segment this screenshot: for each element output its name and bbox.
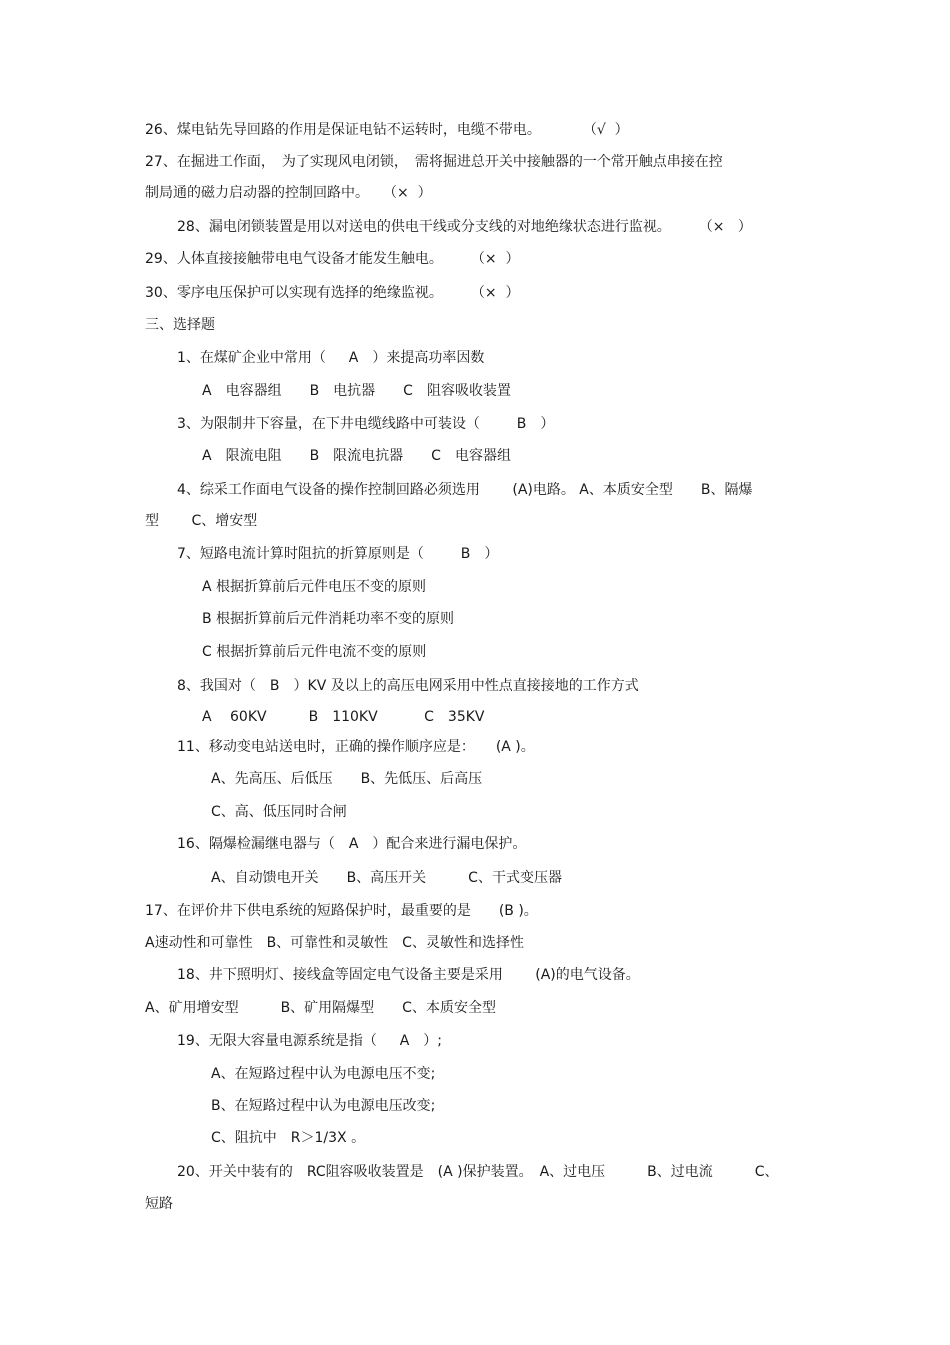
choice-20: 20、开关中装有的 RC阻容吸收装置是 (A )保护装置。 A、过电压 B、过电流 C、 — [177, 1164, 779, 1180]
choice-16: 16、隔爆检漏继电器与（ A ）配合来进行漏电保护。 — [177, 836, 527, 852]
choice-17: 17、在评价井下供电系统的短路保护时，最重要的是 (B )。 — [145, 903, 538, 919]
choice-18: 18、井下照明灯、接线盒等固定电气设备主要是采用 (A)的电气设备。 — [177, 967, 640, 983]
choice-7-option-a: A 根据折算前后元件电压不变的原则 — [202, 579, 427, 595]
choice-11: 11、移动变电站送电时，正确的操作顺序应是： (A )。 — [177, 739, 535, 755]
choice-18-options: A、矿用增安型 B、矿用隔爆型 C、本质安全型 — [145, 1000, 496, 1016]
choice-16-options: A、自动馈电开关 B、高压开关 C、干式变压器 — [211, 870, 562, 886]
choice-11-option-c: C、高、低压同时合闸 — [211, 804, 347, 820]
question-27-cont: 制局通的磁力启动器的控制回路中。 （× ） — [145, 185, 432, 201]
choice-19-option-a: A、在短路过程中认为电源电压不变; — [211, 1066, 436, 1082]
choice-4: 4、综采工作面电气设备的操作控制回路必须选用 (A)电路。 A、本质安全型 B、隔爆 — [177, 482, 753, 498]
choice-8-options: A 60KV B 110KV C 35KV — [202, 709, 485, 725]
choice-4-cont: 型 C、增安型 — [145, 513, 258, 529]
choice-7-option-c: C 根据折算前后元件电流不变的原则 — [202, 644, 427, 660]
choice-1-options: A 电容器组 B 电抗器 C 阻容吸收装置 — [202, 383, 511, 399]
choice-7: 7、短路电流计算时阻抗的折算原则是（ B ） — [177, 546, 499, 562]
choice-20-cont: 短路 — [145, 1196, 173, 1212]
choice-3: 3、为限制井下容量，在下井电缆线路中可装设（ B ） — [177, 416, 555, 432]
question-27: 27、在掘进工作面， 为了实现风电闭锁， 需将掘进总开关中接触器的一个常开触点串接在控 — [145, 154, 723, 170]
section-heading: 三、选择题 — [145, 317, 215, 333]
choice-19: 19、无限大容量电源系统是指（ A ）; — [177, 1033, 443, 1049]
choice-11-options-ab: A、先高压、后低压 B、先低压、后高压 — [211, 771, 483, 787]
choice-7-option-b: B 根据折算前后元件消耗功率不变的原则 — [202, 611, 455, 627]
question-30: 30、零序电压保护可以实现有选择的绝缘监视。 （× ） — [145, 285, 520, 301]
choice-3-options: A 限流电阻 B 限流电抗器 C 电容器组 — [202, 448, 511, 464]
choice-17-options: A速动性和可靠性 B、可靠性和灵敏性 C、灵敏性和选择性 — [145, 935, 524, 951]
choice-19-option-b: B、在短路过程中认为电源电压改变; — [211, 1098, 436, 1114]
choice-1: 1、在煤矿企业中常用（ A ）来提高功率因数 — [177, 350, 485, 366]
question-29: 29、人体直接接触带电电气设备才能发生触电。 （× ） — [145, 251, 520, 267]
choice-19-option-c: C、阻抗中 R＞1/3X 。 — [211, 1130, 366, 1146]
choice-8: 8、我国对（ B ）KV 及以上的高压电网采用中性点直接接地的工作方式 — [177, 678, 639, 694]
question-26: 26、煤电钻先导回路的作用是保证电钻不运转时，电缆不带电。 （√ ） — [145, 122, 629, 138]
question-28: 28、漏电闭锁装置是用以对送电的供电干线或分支线的对地绝缘状态进行监视。 （× ） — [177, 219, 752, 235]
